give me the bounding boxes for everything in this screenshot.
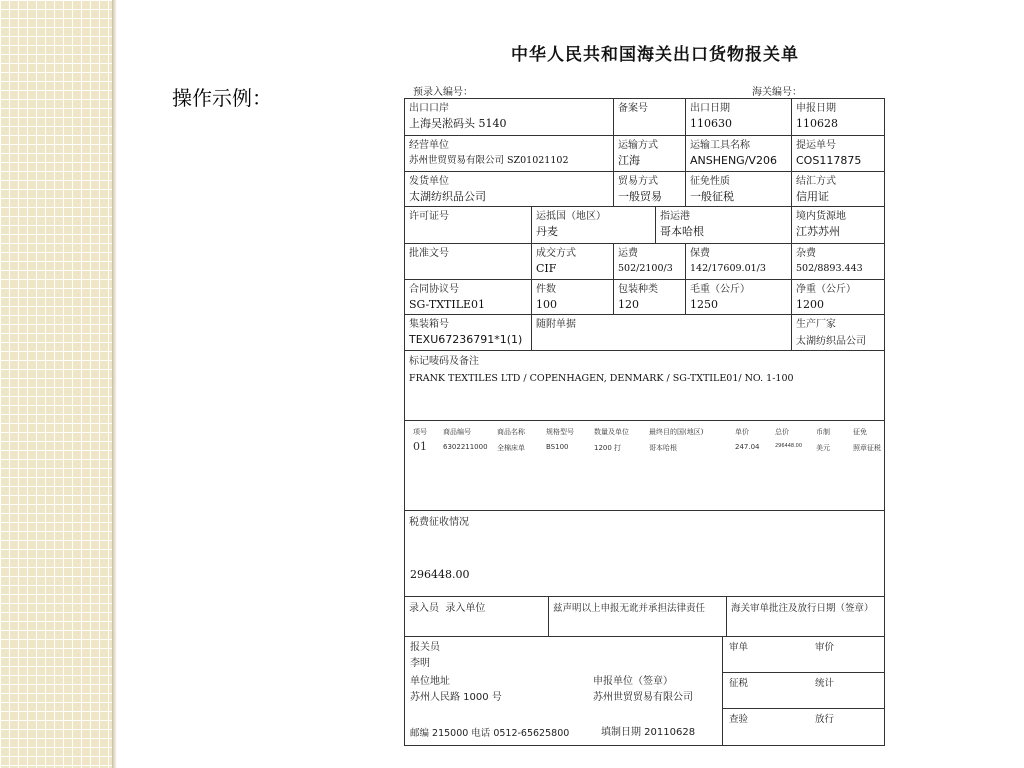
- marks-label: 标记唛码及备注: [409, 356, 479, 367]
- vessel-value: ANSHENG/V206: [690, 154, 777, 167]
- trade-mode-cell: [614, 172, 686, 207]
- goods-header-name: 商品名称: [497, 428, 525, 436]
- tax-nature-cell: [686, 172, 792, 207]
- attached-docs-cell: [532, 315, 792, 351]
- manufacturer-value: 太湖纺织品公司: [796, 336, 866, 347]
- declaration-statement: 兹声明以上申报无讹并承担法律责任: [553, 603, 706, 614]
- insurance-cell: [686, 244, 792, 280]
- operating-unit-value: 苏州世贸贸易有限公司 SZ01021102: [409, 155, 569, 166]
- entry-unit-label: 录入单位: [445, 603, 486, 614]
- packages-value: 100: [536, 298, 557, 311]
- export-port-cell: [405, 99, 614, 136]
- destination-port-label: 指运港: [660, 211, 690, 222]
- declarant-name: 李明: [410, 658, 430, 669]
- destination-port-value: 哥本哈根: [660, 225, 704, 238]
- entry-person-label: 录入员: [409, 603, 439, 614]
- record-number-cell: [614, 99, 686, 136]
- customs-review-label: 海关审单批注及放行日期（签章）: [731, 603, 874, 614]
- goods-name: 全棉床单: [497, 444, 525, 452]
- container-number-cell: [405, 315, 532, 351]
- goods-item-no: 01: [413, 440, 427, 453]
- goods-quantity: 1200 打: [594, 444, 622, 452]
- bill-number-value: COS117875: [796, 154, 862, 167]
- consignor-value: 太湖纺织品公司: [409, 190, 486, 203]
- source-place-value: 江苏苏州: [796, 225, 840, 238]
- release-label: 放行: [815, 714, 835, 725]
- form-title: 中华人民共和国海关出口货物报关单: [511, 45, 799, 65]
- customs-declaration-form: [404, 98, 885, 746]
- inspection-cell: [723, 709, 884, 745]
- declare-date-value: 110628: [796, 117, 838, 130]
- tax-nature-value: 一般征税: [690, 190, 734, 203]
- transport-mode-cell: [614, 136, 686, 172]
- settlement-cell: [792, 172, 884, 207]
- inspection-label: 查验: [729, 714, 749, 725]
- export-port-value: 上海吴淞码头 5140: [409, 117, 507, 130]
- trade-mode-value: 一般贸易: [618, 190, 662, 203]
- approval-number-cell: [405, 244, 532, 280]
- declaring-unit-label: 申报单位（签章）: [593, 676, 673, 687]
- bill-number-cell: [792, 136, 884, 172]
- consignor-label: 发货单位: [409, 176, 449, 187]
- gross-weight-cell: [686, 280, 792, 315]
- attached-docs-label: 随附单据: [536, 319, 576, 330]
- customs-review-cell: [727, 597, 884, 637]
- example-label: 操作示例：: [172, 86, 272, 110]
- container-number-label: 集装箱号: [409, 319, 449, 330]
- insurance-value: 142/17609.01/3: [690, 263, 766, 274]
- transport-mode-value: 江海: [618, 154, 640, 167]
- contract-number-value: SG-TXTILE01: [409, 298, 486, 311]
- marks-value: FRANK TEXTILES LTD / COPENHAGEN, DENMARK / SG-TXTILE01/ NO. 1-100: [409, 373, 794, 384]
- freight-label: 运费: [618, 248, 638, 259]
- freight-cell: [614, 244, 686, 280]
- gross-weight-label: 毛重（公斤）: [690, 284, 750, 295]
- goods-header-item-no: 项号: [413, 428, 427, 436]
- customs-number-label: 海关编号：: [752, 87, 802, 98]
- export-port-label: 出口口岸: [409, 103, 449, 114]
- goods-section: [405, 421, 884, 511]
- tax-levy-label: 征税: [729, 678, 749, 689]
- destination-port-cell: [656, 207, 792, 244]
- insurance-label: 保费: [690, 248, 710, 259]
- freight-value: 502/2100/3: [618, 263, 673, 274]
- goods-code: 6302211000: [443, 443, 488, 451]
- settlement-value: 信用证: [796, 190, 829, 203]
- entry-person-cell: [405, 597, 549, 637]
- contract-number-label: 合同协议号: [409, 284, 459, 295]
- operating-unit-label: 经营单位: [409, 140, 449, 151]
- goods-tax-mode: 照章征税: [853, 444, 881, 452]
- bill-number-label: 提运单号: [796, 140, 836, 151]
- pack-type-value: 120: [618, 298, 639, 311]
- decorative-side-strip: [0, 0, 112, 768]
- destination-country-label: 运抵国（地区）: [536, 211, 606, 222]
- entry-labels: [409, 601, 544, 616]
- destination-country-value: 丹麦: [536, 225, 558, 238]
- tax-value: 296448.00: [410, 568, 470, 581]
- consignor-cell: [405, 172, 614, 207]
- address-value: 苏州人民路 1000 号: [410, 692, 502, 703]
- goods-header-tax-mode: 征免: [853, 428, 867, 436]
- declaration-statement-cell: [549, 597, 727, 637]
- goods-header-destination: 最终目的国(地区): [649, 428, 704, 436]
- goods-currency: 美元: [816, 444, 830, 452]
- address-label: 单位地址: [410, 676, 450, 687]
- deal-mode-cell: [532, 244, 614, 280]
- misc-fee-value: 502/8893.443: [796, 263, 863, 274]
- export-date-cell: [686, 99, 792, 136]
- goods-header-total-price: 总价: [775, 428, 789, 436]
- gross-weight-value: 1250: [690, 298, 718, 311]
- trade-mode-label: 贸易方式: [618, 176, 658, 187]
- tax-label: 税费征收情况: [409, 517, 469, 528]
- source-place-cell: [792, 207, 884, 244]
- goods-unit-price: 247.04: [735, 443, 760, 451]
- misc-fee-label: 杂费: [796, 248, 816, 259]
- pack-type-label: 包装种类: [618, 284, 658, 295]
- declare-date-label: 申报日期: [796, 103, 836, 114]
- goods-header-currency: 币制: [816, 428, 830, 436]
- license-number-label: 许可证号: [409, 211, 449, 222]
- net-weight-cell: [792, 280, 884, 315]
- postal-phone-line: 邮编 215000 电话 0512-65625800: [410, 728, 570, 739]
- export-date-value: 110630: [690, 117, 732, 130]
- deal-mode-value: CIF: [536, 262, 557, 275]
- tax-section: [405, 511, 884, 597]
- transport-mode-label: 运输方式: [618, 140, 658, 151]
- statistics-label: 统计: [815, 678, 835, 689]
- goods-header-quantity: 数量及单位: [594, 428, 629, 436]
- net-weight-value: 1200: [796, 298, 824, 311]
- container-number-value: TEXU67236791*1(1): [409, 333, 523, 346]
- goods-destination: 哥本哈根: [649, 444, 677, 452]
- packages-label: 件数: [536, 284, 556, 295]
- misc-fee-cell: [792, 244, 884, 280]
- fill-date: 填制日期 20110628: [601, 727, 696, 738]
- export-date-label: 出口日期: [690, 103, 730, 114]
- manufacturer-label: 生产厂家: [796, 319, 836, 330]
- declare-date-cell: [792, 99, 884, 136]
- side-strip-shadow: [112, 0, 117, 768]
- pack-type-cell: [614, 280, 686, 315]
- approval-number-label: 批准文号: [409, 248, 449, 259]
- vessel-label: 运输工具名称: [690, 140, 750, 151]
- source-place-label: 境内货源地: [796, 211, 846, 222]
- declarant-label: 报关员: [410, 642, 440, 653]
- settlement-label: 结汇方式: [796, 176, 836, 187]
- goods-header-spec: 规格型号: [546, 428, 574, 436]
- tax-levy-cell: [723, 673, 884, 709]
- goods-header-row: [413, 427, 880, 439]
- operating-unit-cell: [405, 136, 614, 172]
- manufacturer-cell: [792, 315, 884, 351]
- pre-entry-number-label: 预录入编号：: [413, 87, 473, 98]
- goods-header-unit-price: 单价: [735, 428, 749, 436]
- record-number-label: 备案号: [618, 103, 648, 114]
- audit-label: 审单: [729, 642, 749, 653]
- tax-nature-label: 征免性质: [690, 176, 730, 187]
- marks-remarks-cell: [405, 351, 884, 421]
- declaring-unit-value: 苏州世贸贸易有限公司: [593, 692, 693, 703]
- goods-total-price: 296448.00: [775, 443, 803, 449]
- goods-spec: BS100: [546, 443, 569, 451]
- contract-number-cell: [405, 280, 532, 315]
- goods-header-code: 商品编号: [443, 428, 471, 436]
- price-review-label: 审价: [815, 642, 835, 653]
- declarant-section: [405, 637, 723, 745]
- vessel-cell: [686, 136, 792, 172]
- destination-country-cell: [532, 207, 656, 244]
- deal-mode-label: 成交方式: [536, 248, 576, 259]
- license-number-cell: [405, 207, 532, 244]
- goods-data-row: [413, 440, 881, 457]
- audit-cell: [723, 637, 884, 673]
- net-weight-label: 净重（公斤）: [796, 284, 856, 295]
- packages-cell: [532, 280, 614, 315]
